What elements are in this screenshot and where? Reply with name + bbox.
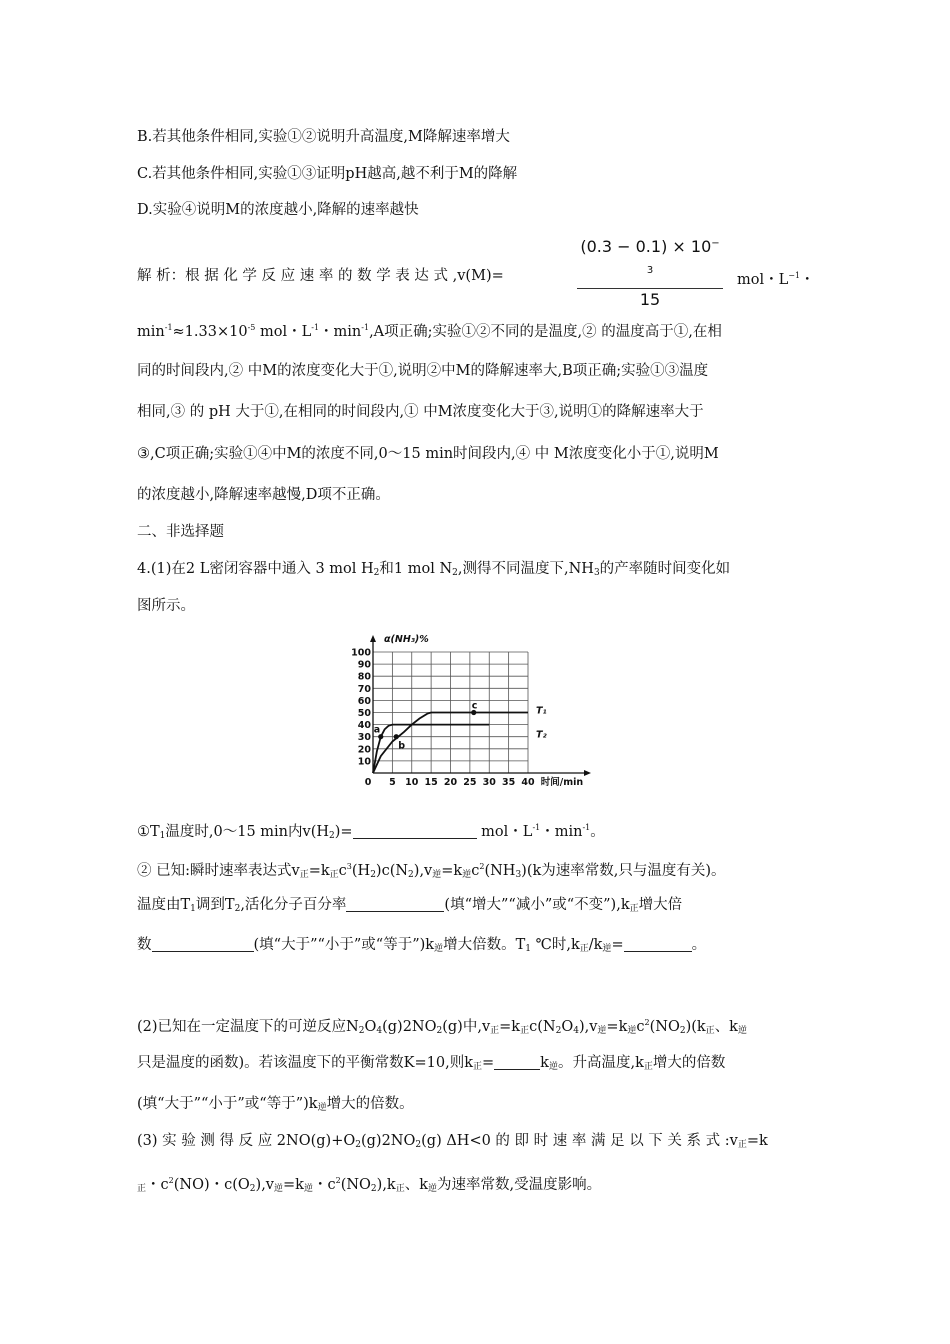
chart-ticks <box>351 648 535 789</box>
part-3-line1: (3) 实 验 测 得 反 应 $2NO(g)+O_2(g)2NO_2(g)$ ΔH<0 的 即 时 速 率 满 足 以 下 关 系 式 $:v_正=k$ <box>137 1133 768 1150</box>
fraction-denominator: 15 <box>639 290 661 309</box>
point-label-b: b <box>398 740 406 752</box>
question-4-line2: 图所示。 <box>137 598 195 614</box>
question-4-line1: 4.(1)在2 L密闭容器中通入 3 mol $H_2$和1 mol $N_2$,测得不同温度下$,NH_3$的产率随时间变化如 <box>137 561 731 578</box>
part-2-line2: 只是温度的函数)。若该温度下的平衡常数K=10,则$k_正= k_逆$。升高温度$,k_正$增大的倍数 <box>137 1055 726 1072</box>
y-axis-label: α(NH₃)% <box>384 634 429 645</box>
y-tick-label: 80 <box>357 671 371 683</box>
subq-3: 温度由$T_1$调到$T_2$,活化分子百分率 (填“增大”“减小”或“不变$”),k_正$增大倍 <box>137 897 683 914</box>
x-tick-label: 40 <box>521 777 535 788</box>
option-c: C.若其他条件相同,实验①③证明pH越高,越不利于M的降解 <box>137 166 518 182</box>
analysis-line-h: ③,C项正确;实验①④中M的浓度不同,0～15 min时间段内,④ 中 M浓度变化小于①,说明M <box>137 446 719 462</box>
x-axis-label: 时间/min <box>540 777 584 788</box>
point-label-c: c <box>471 700 478 712</box>
subq-4: 数 (填“大于”“小于”或“等于$”)k_逆$增大倍数。$T_1$ ℃时$,k_正/k_逆=$ 。 <box>137 937 707 954</box>
x-tick-label: 0 <box>364 777 372 788</box>
answer-blank-1[interactable] <box>353 823 477 839</box>
analysis-intro: 解 析：根 据 化 学 反 应 速 率 的 数 学 表 达 式 ,v(M)= <box>137 268 504 284</box>
part-3-line2: $_正$・$c^2(NO)$・$c(O_2),v_逆=k_逆$・$c^2(NO_2),k_正$、$k_逆$为速率常数,受温度影响。 <box>137 1176 602 1194</box>
point-b <box>394 734 399 739</box>
answer-blank-3[interactable] <box>152 936 254 952</box>
section-heading: 二、非选择题 <box>137 524 224 540</box>
part-2-line3: (填“大于”“小于”或“等于$”)k_逆$增大的倍数。 <box>137 1096 414 1113</box>
y-tick-label: 30 <box>357 732 371 744</box>
y-tick-label: 40 <box>357 720 371 732</box>
answer-blank-5[interactable] <box>494 1054 540 1070</box>
x-tick-label: 25 <box>463 777 477 788</box>
y-axis-arrow <box>370 635 376 642</box>
subq-1: $①T_1$温度时,0～15 min内$v(H_2)=$ mol・$L^{-1}$・$\min^{-1}$。 <box>137 823 605 841</box>
nh3-yield-chart <box>340 630 620 790</box>
y-tick-label: 20 <box>357 744 371 756</box>
analysis-line-f: 同的时间段内,② 中M的浓度变化大于①,说明②中M的降解速率大,B项正确;实验①③温度 <box>137 363 709 379</box>
chart-labels <box>374 634 584 788</box>
answer-blank-4[interactable] <box>624 936 692 952</box>
analysis-unit-tail: mol・$L^{-1}$・ <box>737 271 815 288</box>
rate-fraction <box>577 232 723 311</box>
y-tick-label: 60 <box>357 695 371 707</box>
analysis-line-i: 的浓度越小,降解速率越慢,D项不正确。 <box>137 487 390 503</box>
y-tick-label: 10 <box>357 756 371 768</box>
x-tick-label: 10 <box>405 777 419 788</box>
option-b: B.若其他条件相同,实验①②说明升高温度,M降解速率增大 <box>137 129 510 145</box>
x-axis-arrow <box>584 770 591 776</box>
analysis-line-g: 相同,③ 的 pH 大于①,在相同的时间段内,① 中M浓度变化大于③,说明①的降解速率大于 <box>137 404 704 420</box>
point-label-a: a <box>373 724 381 736</box>
x-tick-label: 5 <box>389 777 396 788</box>
y-tick-label: 50 <box>357 708 371 719</box>
option-d: D.实验④说明M的浓度越小,降解的速率越快 <box>137 202 419 218</box>
part-2-line1: (2)已知在一定温度下的可逆反应$N_2O_4(g)2NO_2(g)$中$,v_正=k_正c(N_2O_4),v_逆=k_逆c^2(NO_2)(k_正$、$k_逆$ <box>137 1018 747 1036</box>
subq-2: ② 已知:瞬时速率表达式$v_正=k_正c^3(H_2)c(N_2),v_逆=k_逆c^2(NH_3)(k$为速率常数,只与温度有关)。 <box>137 862 726 880</box>
series-label-t1: T₁ <box>536 705 547 717</box>
x-tick-label: 30 <box>482 777 496 788</box>
analysis-line-e: $\min^{-1}\approx 1.33\times 10^{-5}$ mol・$L^{-1}$・$\min^{-1},A$项正确;实验①②不同的是温度,② 的温度高于①,在相 <box>137 323 722 340</box>
chart-axes <box>370 635 591 776</box>
y-tick-label: 100 <box>351 647 371 659</box>
answer-blank-2[interactable] <box>346 896 444 912</box>
y-tick-label: 90 <box>357 659 371 671</box>
series-label-t2: T₂ <box>536 729 547 741</box>
x-tick-label: 15 <box>424 777 438 788</box>
x-tick-label: 20 <box>443 777 458 788</box>
y-tick-label: 70 <box>357 683 371 695</box>
x-tick-label: 35 <box>502 777 516 788</box>
fraction-numerator: $(0.3 - 0.1) \times 10^{- 3}$ <box>577 232 723 289</box>
